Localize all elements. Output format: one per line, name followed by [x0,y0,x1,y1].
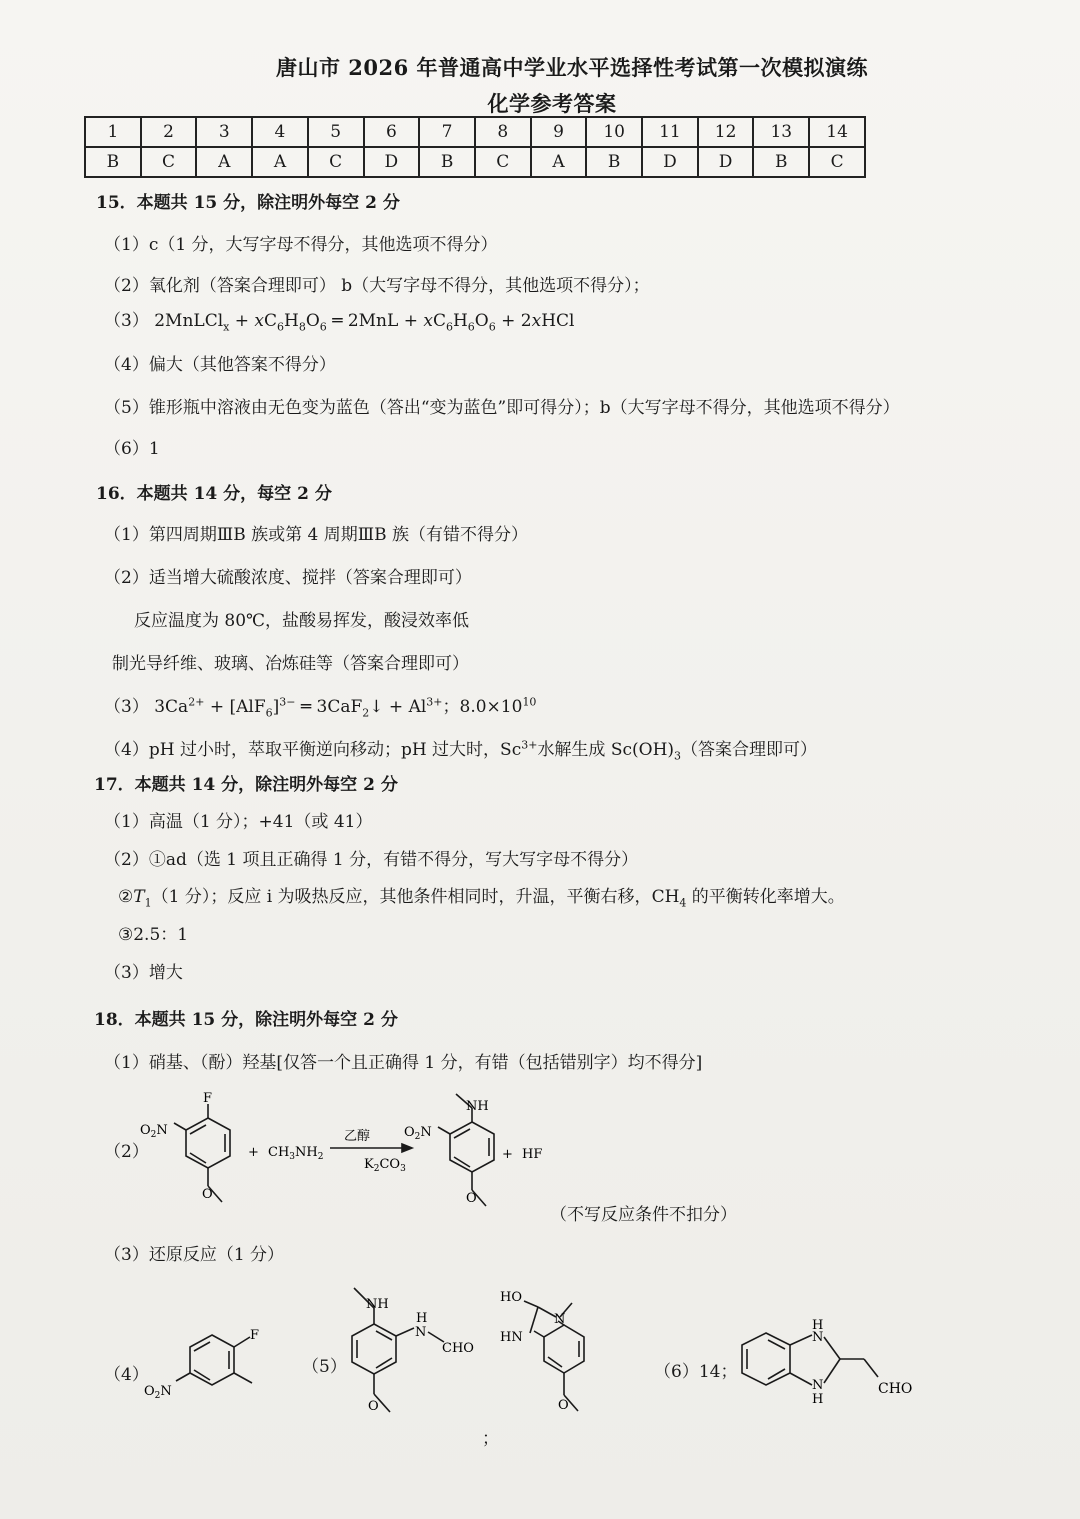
q18-answer-5-structure-1 [340,1280,490,1430]
q18-answer-2-note: （不写反应条件不扣分） [550,1205,737,1225]
multiple-choice-answer-table [84,116,866,178]
svg-text:H: H [812,1318,824,1333]
svg-text:N: N [812,1330,824,1345]
svg-text:O: O [368,1399,379,1414]
svg-text:O: O [202,1187,213,1202]
svg-text:HO: HO [500,1290,522,1305]
q16-answer-2: （2）适当增大硫酸浓度、搅拌（答案合理即可） [104,568,472,588]
answer-letter-cell: C [141,147,197,177]
svg-text:N: N [812,1378,824,1393]
question-number-cell: 9 [531,117,587,147]
q18-answer-6-structure [730,1315,930,1415]
answer-letter-cell: B [586,147,642,177]
q15-answer-5: （5）锥形瓶中溶液由无色变为蓝色（答出“变为蓝色”即可得分）；b（大写字母不得分，其他选项不得分） [104,398,900,418]
q18-answer-4-structure [140,1315,280,1405]
q18-answer-5-label: （5） [302,1357,347,1377]
answer-letter-cell: D [642,147,698,177]
q18-answer-1: （1）硝基、（酚）羟基[仅答一个且正确得 1 分，有错（包括错别字）均不得分] [104,1053,703,1073]
question-number-cell: 8 [475,117,531,147]
svg-text:O2N: $O_2N$ [144,1384,172,1401]
q15-answer-1: （1）c（1 分，大写字母不得分，其他选项不得分） [104,235,498,255]
q16-answer-2-line3: 制光导纤维、玻璃、冶炼硅等（答案合理即可） [112,654,469,674]
svg-text:O: O [466,1191,477,1206]
question-number-cell: 2 [141,117,197,147]
question-number-cell: 11 [642,117,698,147]
answer-letter-row [85,147,865,177]
svg-text:O2N: $O_2N$ [140,1123,168,1140]
svg-text:CH3NH2: $CH_3NH_2$ [268,1145,324,1162]
q17-answer-1: （1）高温（1 分）；+41（或 41） [104,812,373,832]
answer-letter-cell: C [809,147,865,177]
svg-text:CHO: CHO [878,1381,913,1397]
q18-answer-4-label: （4） [104,1365,149,1385]
q16-answer-1: （1）第四周期ⅢB 族或第 4 周期ⅢB 族（有错不得分） [104,525,529,545]
answer-letter-cell: C [475,147,531,177]
q18-heading: 18．本题共 15 分，除注明外每空 2 分 [94,1010,398,1030]
svg-text:HN: HN [500,1330,523,1345]
svg-text:F: F [250,1328,260,1343]
answer-letter-cell: B [753,147,809,177]
answer-letter-cell: C [308,147,364,177]
svg-text:H: H [812,1392,824,1407]
question-number-cell: 4 [252,117,308,147]
q17-answer-2-part3: ③2.5：1 [118,925,189,945]
solvent-label: 乙醇 [344,1129,371,1144]
svg-text:CHO: CHO [442,1341,474,1356]
question-number-cell: 10 [586,117,642,147]
svg-text:N: N [554,1312,566,1327]
question-number-cell: 3 [196,117,252,147]
question-number-cell: 1 [85,117,141,147]
q16-answer-2-line2: 反应温度为 80℃，盐酸易挥发，酸浸效率低 [134,611,470,631]
q15-answer-4: （4）偏大（其他答案不得分） [104,355,336,375]
q15-heading: 15．本题共 15 分，除注明外每空 2 分 [96,193,400,213]
svg-text:NH: NH [366,1297,389,1312]
q17-answer-3: （3）增大 [104,963,183,983]
answer-letter-cell: A [252,147,308,177]
answer-letter-cell: A [196,147,252,177]
svg-text:H: H [416,1311,428,1326]
q15-answer-3: （3） 2MnLCl$_x$ + $xC_6H_8O_6$ ═ $2MnL + xC_6H_6O_6$ + 2xHCl [104,311,575,334]
question-number-row [85,117,865,147]
answer-letter-cell: D [698,147,754,177]
q15-answer-6: （6）1 [104,439,160,459]
q17-answer-2-part2: $②T_1(1$ 分）；反应 i 为吸热反应，其他条件相同时，升温，平衡右移，$CH_4$ 的平衡转化率增大。 [118,887,845,910]
q16-heading: 16．本题共 14 分，每空 2 分 [96,484,332,504]
q18-answer-6-label: （6）14； [654,1362,738,1382]
svg-text:+: + [502,1147,513,1162]
q17-answer-2: （2）①ad（选 1 项且正确得 1 分，有错不得分，写大写字母不得分） [104,850,639,870]
answer-letter-cell: B [85,147,141,177]
q17-heading: 17．本题共 14 分，除注明外每空 2 分 [94,775,398,795]
exam-title: 唐山市 2026 年普通高中学业水平选择性考试第一次模拟演练 [275,55,869,80]
q18-answer-3: （3）还原反应（1 分） [104,1245,285,1265]
q15-answer-2: （2）氧化剂（答案合理即可） b（大写字母不得分，其他选项不得分）； [104,276,650,296]
question-number-cell: 5 [308,117,364,147]
nh-label: NH [466,1099,489,1114]
answer-letter-cell: B [419,147,475,177]
svg-text:K2CO3: $K_2CO_3$ [364,1157,406,1174]
question-number-cell: 6 [364,117,420,147]
svg-text:O2N: $O_2N$ [404,1125,432,1142]
hf-label: HF [522,1147,543,1162]
answer-letter-cell: A [531,147,587,177]
exam-subtitle: 化学参考答案 [487,91,617,116]
fluoro-label: F [203,1091,213,1106]
svg-text:O: O [558,1398,569,1413]
svg-text:N: N [415,1325,427,1340]
q16-answer-3: （3） $3Ca^{2+} + [AlF_6]^{3-}$ ═ 3CaF$_2$↓ + $Al^{3+}$；$8.0\times 10^{10}$ [104,695,537,720]
q18-reaction-scheme [130,1090,570,1220]
q18-answer-5-separator: ； [482,1429,499,1449]
q18-answer-2-label: （2） [104,1142,149,1162]
question-number-cell: 12 [698,117,754,147]
question-number-cell: 13 [753,117,809,147]
q16-answer-4: （4）pH 过小时，萃取平衡逆向移动；pH 过大时，$Sc^{3+}$水解生成 $Sc(OH)_3$（答案合理即可） [104,738,818,763]
question-number-cell: 7 [419,117,475,147]
svg-text:+: + [248,1145,259,1160]
answer-letter-cell: D [364,147,420,177]
q18-answer-5-structure-2 [494,1285,604,1435]
question-number-cell: 14 [809,117,865,147]
